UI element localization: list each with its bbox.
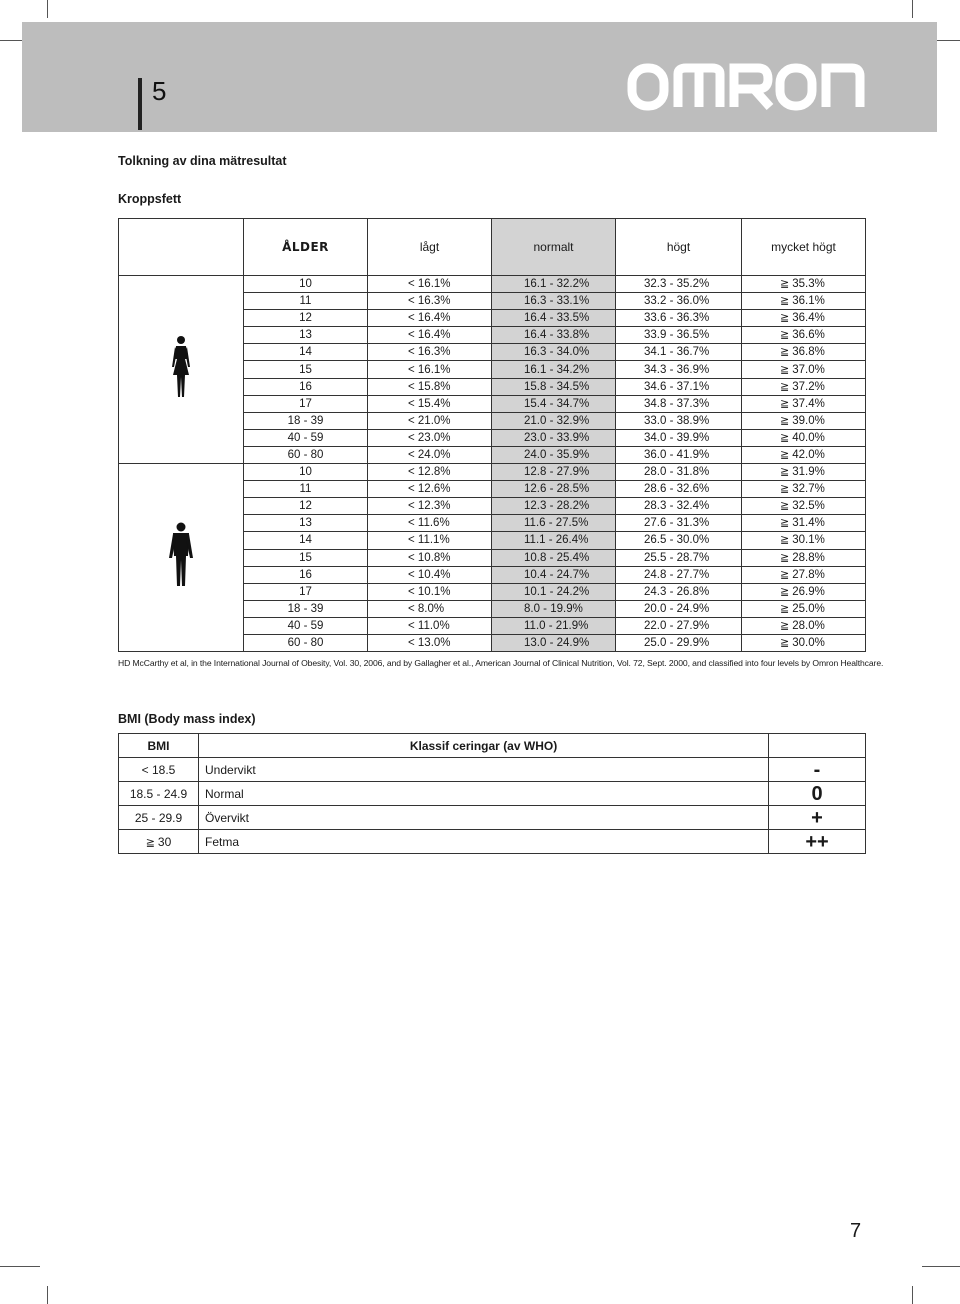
- age-cell-value: 16: [299, 380, 312, 393]
- age-cell: [244, 617, 368, 634]
- high-cell: [616, 532, 742, 549]
- bmi-class-cell: Fetma: [199, 830, 769, 854]
- age-header: ÅLDER: [244, 219, 368, 276]
- gte-symbol: ≧: [780, 430, 790, 444]
- normal-cell-value: 11.0 - 21.9%: [524, 619, 589, 632]
- normal-cell: [492, 412, 616, 429]
- low-cell: [368, 464, 492, 481]
- very-high-cell: [742, 395, 866, 412]
- normal-cell: [492, 515, 616, 532]
- normal-cell-value: 12.8 - 27.9%: [524, 466, 590, 479]
- high-cell-value: 34.1 - 36.7%: [644, 346, 710, 359]
- very-high-cell-value: 31.4%: [792, 517, 825, 530]
- gte-symbol: ≧: [780, 345, 790, 359]
- very-high-header: mycket högt: [742, 219, 866, 276]
- very-high-cell-value: 35.3%: [792, 278, 825, 291]
- low-cell: [368, 515, 492, 532]
- bmi-row: [119, 758, 866, 782]
- normal-cell: [492, 293, 616, 310]
- high-cell: [616, 634, 742, 651]
- high-cell: [616, 412, 742, 429]
- bmi-mark-cell: +: [769, 806, 866, 830]
- low-cell-value: < 12.8%: [408, 466, 451, 479]
- very-high-cell-value: 32.5%: [792, 500, 825, 513]
- very-high-cell: [742, 617, 866, 634]
- high-cell: [616, 293, 742, 310]
- normal-cell-value: 16.3 - 34.0%: [524, 346, 590, 359]
- bmi-table: [118, 733, 866, 854]
- normal-cell-value: 15.8 - 34.5%: [524, 380, 590, 393]
- low-cell-value: < 16.1%: [408, 278, 451, 291]
- very-high-cell: [742, 464, 866, 481]
- bmi-class-cell: Undervikt: [199, 758, 769, 782]
- bmi-range-value: 25 - 29.9: [134, 810, 183, 825]
- gte-symbol: ≧: [780, 379, 790, 393]
- bmi-range-value: < 18.5: [141, 762, 176, 777]
- normal-cell-value: 13.0 - 24.9%: [524, 637, 590, 650]
- gte-symbol: ≧: [780, 601, 790, 615]
- normal-cell-value: 23.0 - 33.9%: [524, 431, 590, 444]
- crop-mark: [47, 1286, 48, 1304]
- age-cell-value: 14: [299, 346, 312, 359]
- normal-cell-value: 16.1 - 32.2%: [524, 278, 590, 291]
- normal-cell: [492, 464, 616, 481]
- high-cell-value: 24.8 - 27.7%: [644, 568, 710, 581]
- gte-symbol: ≧: [780, 584, 790, 598]
- table-row: [119, 276, 866, 293]
- high-cell-value: 28.0 - 31.8%: [644, 466, 710, 479]
- very-high-cell-value: 37.2%: [792, 380, 825, 393]
- age-cell: [244, 395, 368, 412]
- high-cell-value: 33.6 - 36.3%: [644, 312, 710, 325]
- very-high-cell: [742, 378, 866, 395]
- high-cell: [616, 344, 742, 361]
- age-cell: [244, 515, 368, 532]
- low-cell-value: < 10.1%: [408, 585, 451, 598]
- low-cell-value: < 16.4%: [408, 329, 451, 342]
- bmi-range-value: 30: [157, 834, 172, 849]
- low-cell: [368, 566, 492, 583]
- mark-header: [769, 734, 866, 758]
- gte-symbol: ≧: [780, 311, 790, 325]
- gte-symbol: ≧: [780, 482, 790, 496]
- omron-logo: [626, 62, 868, 112]
- normal-cell-value: 10.4 - 24.7%: [524, 568, 590, 581]
- very-high-cell: [742, 481, 866, 498]
- normal-cell: [492, 446, 616, 463]
- low-cell: [368, 498, 492, 515]
- high-cell: [616, 617, 742, 634]
- age-cell-value: 12: [299, 312, 312, 325]
- bmi-range-cell: [119, 782, 199, 806]
- section-title: Tolkning av dina mätresultat: [118, 154, 287, 168]
- age-cell-value: 40 - 59: [287, 619, 324, 632]
- bmi-range-cell: [119, 830, 199, 854]
- chapter-number: 5: [152, 76, 167, 106]
- very-high-cell-value: 30.0%: [792, 637, 825, 650]
- normal-cell: [492, 378, 616, 395]
- very-high-cell-value: 40.0%: [792, 431, 825, 444]
- gte-symbol: ≧: [780, 567, 790, 581]
- low-cell-value: < 16.3%: [408, 295, 451, 308]
- very-high-cell: [742, 310, 866, 327]
- age-cell-value: 15: [299, 363, 312, 376]
- male-figure-icon: [168, 522, 194, 588]
- normal-cell: [492, 566, 616, 583]
- age-cell: [244, 276, 368, 293]
- normal-cell-value: 12.3 - 28.2%: [524, 500, 590, 513]
- age-cell-value: 13: [299, 517, 312, 530]
- age-cell-value: 17: [299, 397, 312, 410]
- low-cell: [368, 634, 492, 651]
- high-cell-value: 34.3 - 36.9%: [644, 363, 710, 376]
- age-cell-value: 18 - 39: [287, 602, 324, 615]
- age-cell: [244, 634, 368, 651]
- high-cell: [616, 583, 742, 600]
- normal-cell: [492, 532, 616, 549]
- very-high-cell: [742, 412, 866, 429]
- low-cell: [368, 378, 492, 395]
- bmi-row: [119, 782, 866, 806]
- bmi-range-cell: [119, 806, 199, 830]
- very-high-cell-value: 32.7%: [792, 483, 825, 496]
- age-cell-value: 17: [299, 585, 312, 598]
- high-cell-value: 33.9 - 36.5%: [644, 329, 710, 342]
- low-cell: [368, 583, 492, 600]
- gte-symbol: ≧: [780, 533, 790, 547]
- gte-symbol: ≧: [780, 636, 790, 650]
- low-cell-value: < 11.6%: [408, 517, 450, 530]
- normal-cell: [492, 429, 616, 446]
- very-high-cell-value: 36.6%: [792, 329, 825, 342]
- high-cell: [616, 481, 742, 498]
- high-cell: [616, 566, 742, 583]
- high-cell-value: 33.0 - 38.9%: [644, 414, 710, 427]
- age-cell: [244, 412, 368, 429]
- normal-header: normalt: [492, 219, 616, 276]
- high-cell-value: 36.0 - 41.9%: [644, 448, 710, 461]
- low-cell: [368, 481, 492, 498]
- age-cell-value: 13: [299, 329, 312, 342]
- age-cell-value: 14: [299, 534, 312, 547]
- low-cell: [368, 446, 492, 463]
- normal-cell-value: 11.6 - 27.5%: [524, 517, 589, 530]
- high-cell: [616, 446, 742, 463]
- age-cell: [244, 481, 368, 498]
- very-high-cell: [742, 361, 866, 378]
- very-high-cell: [742, 276, 866, 293]
- very-high-cell-value: 36.8%: [792, 346, 825, 359]
- very-high-cell-value: 25.0%: [792, 602, 825, 615]
- very-high-cell: [742, 549, 866, 566]
- low-cell: [368, 412, 492, 429]
- normal-cell-value: 8.0 - 19.9%: [524, 602, 583, 615]
- high-cell-value: 22.0 - 27.9%: [644, 619, 710, 632]
- bmi-title: BMI (Body mass index): [118, 712, 256, 726]
- table-header-row: [119, 219, 866, 276]
- body-fat-title: Kroppsfett: [118, 192, 182, 206]
- very-high-cell-value: 31.9%: [792, 466, 825, 479]
- figure-header-cell: [119, 219, 244, 276]
- gte-symbol: ≧: [780, 618, 790, 632]
- very-high-cell-value: 37.0%: [792, 363, 825, 376]
- gte-symbol: ≧: [780, 328, 790, 342]
- normal-cell: [492, 634, 616, 651]
- age-cell: [244, 498, 368, 515]
- age-cell-value: 11: [299, 483, 312, 496]
- gte-symbol: ≧: [780, 499, 790, 513]
- low-cell: [368, 276, 492, 293]
- very-high-cell-value: 37.4%: [792, 397, 825, 410]
- bmi-row: [119, 830, 866, 854]
- high-cell-value: 25.0 - 29.9%: [644, 637, 710, 650]
- high-cell-value: 33.2 - 36.0%: [644, 295, 710, 308]
- high-cell: [616, 361, 742, 378]
- high-cell: [616, 549, 742, 566]
- age-cell-value: 16: [299, 568, 312, 581]
- bmi-range-cell: [119, 758, 199, 782]
- very-high-cell: [742, 515, 866, 532]
- low-cell-value: < 23.0%: [408, 431, 451, 444]
- normal-cell-value: 16.1 - 34.2%: [524, 363, 590, 376]
- female-figure-cell: [119, 276, 244, 464]
- age-cell: [244, 464, 368, 481]
- normal-cell: [492, 361, 616, 378]
- gte-symbol: ≧: [780, 396, 790, 410]
- crop-mark: [47, 0, 48, 18]
- age-cell-value: 15: [299, 551, 312, 564]
- age-cell: [244, 600, 368, 617]
- very-high-cell: [742, 566, 866, 583]
- low-cell: [368, 549, 492, 566]
- gte-symbol: ≧: [780, 465, 790, 479]
- female-figure-icon: [170, 335, 192, 399]
- bmi-class-cell: Övervikt: [199, 806, 769, 830]
- high-cell: [616, 276, 742, 293]
- normal-cell: [492, 327, 616, 344]
- high-cell: [616, 515, 742, 532]
- low-cell-value: < 11.1%: [408, 534, 450, 547]
- normal-cell-value: 11.1 - 26.4%: [524, 534, 589, 547]
- high-cell: [616, 464, 742, 481]
- gte-symbol: ≧: [780, 413, 790, 427]
- high-cell-value: 28.6 - 32.6%: [644, 483, 710, 496]
- very-high-cell-value: 28.0%: [792, 619, 825, 632]
- age-cell: [244, 378, 368, 395]
- bmi-mark-cell: -: [769, 758, 866, 782]
- gte-symbol: ≧: [780, 516, 790, 530]
- low-cell-value: < 16.4%: [408, 312, 451, 325]
- male-figure-cell: [119, 464, 244, 652]
- normal-cell: [492, 583, 616, 600]
- body-fat-table: [118, 218, 866, 652]
- age-cell-value: 60 - 80: [287, 448, 324, 461]
- very-high-cell-value: 39.0%: [792, 414, 825, 427]
- low-cell-value: < 21.0%: [408, 414, 451, 427]
- crop-mark: [0, 1266, 40, 1267]
- very-high-cell-value: 28.8%: [792, 551, 825, 564]
- high-cell-value: 28.3 - 32.4%: [644, 500, 710, 513]
- low-cell: [368, 293, 492, 310]
- normal-cell-value: 10.1 - 24.2%: [524, 585, 590, 598]
- normal-cell-value: 21.0 - 32.9%: [524, 414, 590, 427]
- low-cell: [368, 361, 492, 378]
- low-cell: [368, 617, 492, 634]
- age-cell-value: 12: [299, 500, 312, 513]
- age-cell: [244, 446, 368, 463]
- age-cell-value: 10: [299, 278, 312, 291]
- bmi-range-value: 18.5 - 24.9: [129, 786, 188, 801]
- low-cell-value: < 12.6%: [408, 483, 451, 496]
- normal-cell: [492, 481, 616, 498]
- high-cell: [616, 498, 742, 515]
- bmi-mark-cell: ++: [769, 830, 866, 854]
- normal-cell-value: 15.4 - 34.7%: [524, 397, 590, 410]
- high-header: högt: [616, 219, 742, 276]
- normal-cell: [492, 617, 616, 634]
- bmi-mark-cell: 0: [769, 782, 866, 806]
- high-cell-value: 25.5 - 28.7%: [644, 551, 710, 564]
- high-cell-value: 27.6 - 31.3%: [644, 517, 710, 530]
- crop-mark: [912, 0, 913, 18]
- bmi-row: [119, 806, 866, 830]
- normal-cell-value: 16.4 - 33.8%: [524, 329, 590, 342]
- low-cell-value: < 12.3%: [408, 500, 451, 513]
- bmi-class-cell: Normal: [199, 782, 769, 806]
- normal-cell: [492, 276, 616, 293]
- age-cell: [244, 344, 368, 361]
- normal-cell: [492, 600, 616, 617]
- gte-symbol: ≧: [780, 447, 790, 461]
- chapter-bar: [138, 78, 142, 130]
- page-number: 7: [850, 1220, 862, 1242]
- age-cell-value: 60 - 80: [287, 637, 324, 650]
- normal-cell: [492, 498, 616, 515]
- low-cell-value: < 16.1%: [408, 363, 451, 376]
- normal-cell-value: 12.6 - 28.5%: [524, 483, 590, 496]
- age-cell-value: 11: [299, 295, 312, 308]
- normal-cell: [492, 310, 616, 327]
- very-high-cell-value: 27.8%: [792, 568, 825, 581]
- low-cell: [368, 429, 492, 446]
- very-high-cell: [742, 583, 866, 600]
- high-cell-value: 32.3 - 35.2%: [644, 278, 710, 291]
- low-cell: [368, 310, 492, 327]
- high-cell-value: 34.0 - 39.9%: [644, 431, 710, 444]
- bmi-header-row: [119, 734, 866, 758]
- low-cell-value: < 11.0%: [408, 619, 450, 632]
- low-cell-value: < 10.4%: [408, 568, 451, 581]
- low-cell: [368, 344, 492, 361]
- age-cell: [244, 310, 368, 327]
- age-cell-value: 18 - 39: [287, 414, 324, 427]
- age-cell-value: 40 - 59: [287, 431, 324, 444]
- gte-symbol: ≧: [780, 294, 790, 308]
- high-cell-value: 34.6 - 37.1%: [644, 380, 710, 393]
- normal-cell-value: 24.0 - 35.9%: [524, 448, 590, 461]
- low-cell-value: < 16.3%: [408, 346, 451, 359]
- age-cell: [244, 361, 368, 378]
- very-high-cell-value: 26.9%: [792, 585, 825, 598]
- very-high-cell: [742, 634, 866, 651]
- age-cell: [244, 293, 368, 310]
- gte-symbol: ≧: [780, 550, 790, 564]
- low-cell-value: < 15.8%: [408, 380, 451, 393]
- normal-cell-value: 16.4 - 33.5%: [524, 312, 590, 325]
- normal-cell-value: 10.8 - 25.4%: [524, 551, 590, 564]
- age-cell: [244, 566, 368, 583]
- classification-header: Klassif ceringar (av WHO): [199, 734, 769, 758]
- age-cell: [244, 429, 368, 446]
- normal-cell: [492, 344, 616, 361]
- bmi-header: BMI: [119, 734, 199, 758]
- very-high-cell-value: 36.1%: [792, 295, 825, 308]
- very-high-cell: [742, 344, 866, 361]
- crop-mark: [912, 1286, 913, 1304]
- low-header: lågt: [368, 219, 492, 276]
- low-cell-value: < 8.0%: [408, 602, 445, 615]
- very-high-cell-value: 42.0%: [792, 448, 825, 461]
- high-cell-value: 34.8 - 37.3%: [644, 397, 710, 410]
- high-cell-value: 20.0 - 24.9%: [644, 602, 710, 615]
- age-cell: [244, 583, 368, 600]
- very-high-cell: [742, 429, 866, 446]
- high-cell-value: 26.5 - 30.0%: [644, 534, 710, 547]
- age-cell: [244, 549, 368, 566]
- normal-cell: [492, 395, 616, 412]
- very-high-cell-value: 30.1%: [792, 534, 825, 547]
- gte-symbol: ≧: [780, 277, 790, 291]
- high-cell: [616, 395, 742, 412]
- high-cell: [616, 378, 742, 395]
- low-cell-value: < 10.8%: [408, 551, 451, 564]
- high-cell-value: 24.3 - 26.8%: [644, 585, 710, 598]
- low-cell-value: < 24.0%: [408, 448, 451, 461]
- very-high-cell: [742, 498, 866, 515]
- footnote: HD McCarthy et al, in the International Journal of Obesity, Vol. 30, 2006, and by Gallagher et al., American Journal of Clinical Nutrition, Vol. 72, Sept. 2000, and classified into four levels by Omron Healthcare.: [118, 658, 884, 668]
- age-cell-value: 10: [299, 466, 312, 479]
- low-cell: [368, 532, 492, 549]
- low-cell: [368, 395, 492, 412]
- very-high-cell: [742, 532, 866, 549]
- age-cell: [244, 532, 368, 549]
- high-cell: [616, 600, 742, 617]
- very-high-cell: [742, 446, 866, 463]
- very-high-cell: [742, 600, 866, 617]
- high-cell: [616, 310, 742, 327]
- high-cell: [616, 429, 742, 446]
- very-high-cell-value: 36.4%: [792, 312, 825, 325]
- very-high-cell: [742, 327, 866, 344]
- low-cell: [368, 600, 492, 617]
- high-cell: [616, 327, 742, 344]
- normal-cell: [492, 549, 616, 566]
- low-cell-value: < 15.4%: [408, 397, 451, 410]
- table-row: [119, 464, 866, 481]
- very-high-cell: [742, 293, 866, 310]
- age-cell: [244, 327, 368, 344]
- normal-cell-value: 16.3 - 33.1%: [524, 295, 590, 308]
- low-cell: [368, 327, 492, 344]
- crop-mark: [922, 1266, 960, 1267]
- gte-symbol: ≧: [780, 362, 790, 376]
- low-cell-value: < 13.0%: [408, 637, 451, 650]
- gte-symbol: ≧: [145, 835, 155, 849]
